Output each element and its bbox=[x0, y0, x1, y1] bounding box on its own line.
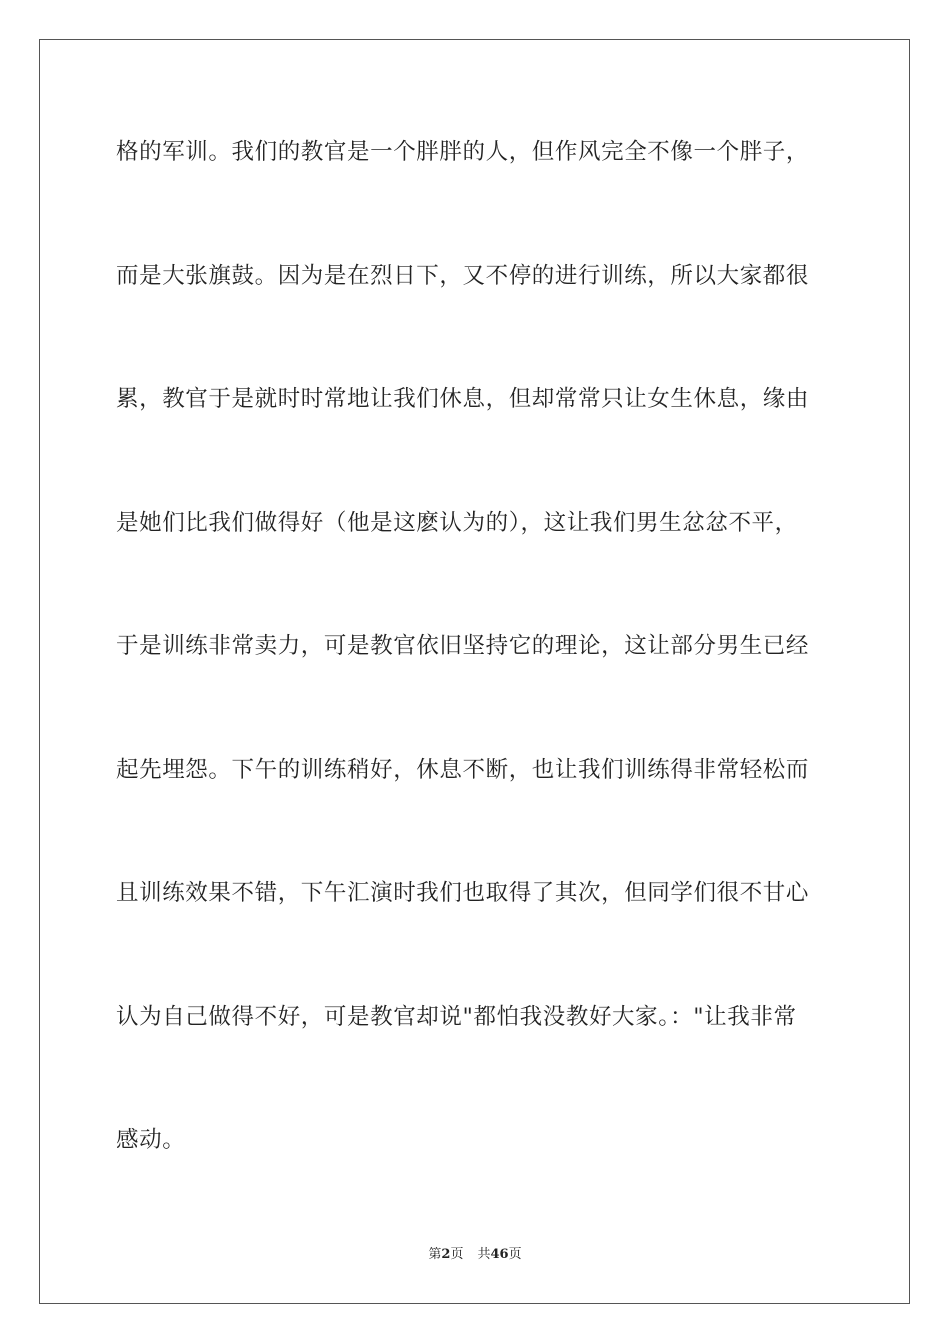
footer-total-suffix: 页 bbox=[508, 1247, 522, 1262]
footer-total-pages: 46 bbox=[490, 1247, 509, 1262]
text-line: 感动。 bbox=[116, 1127, 186, 1153]
text-line: 是她们比我们做得好（他是这麽认为的），这让我们男生忿忿不平， bbox=[116, 509, 798, 536]
text-line: 而是大张旗鼓。因为是在烈日下，又不停的进行训练，所以大家都很 bbox=[116, 262, 810, 289]
text-line: 认为自己做得不好，可是教官却说"都怕我没教好大家。："让我非常 bbox=[116, 1003, 797, 1030]
text-line: 于是训练非常卖力，可是教官依旧坚持它的理论，这让部分男生已经 bbox=[116, 633, 810, 659]
text-line: 累，教官于是就时时常地让我们休息，但却常常只让女生休息，缘由 bbox=[116, 386, 810, 412]
document-body bbox=[116, 132, 836, 1244]
footer-page-suffix: 页 bbox=[450, 1247, 464, 1262]
footer-page-prefix: 第 bbox=[428, 1247, 442, 1262]
footer-page-number: 2 bbox=[441, 1247, 451, 1262]
page-footer bbox=[0, 1245, 950, 1265]
footer-total-prefix: 共 bbox=[477, 1247, 491, 1262]
text-line: 起先埋怨。下午的训练稍好，休息不断，也让我们训练得非常轻松而 bbox=[116, 756, 810, 783]
text-line: 且训练效果不错，下午汇演时我们也取得了其次，但同学们很不甘心 bbox=[116, 880, 810, 906]
text-line: 格的军训。我们的教官是一个胖胖的人，但作风完全不像一个胖子， bbox=[116, 139, 810, 165]
